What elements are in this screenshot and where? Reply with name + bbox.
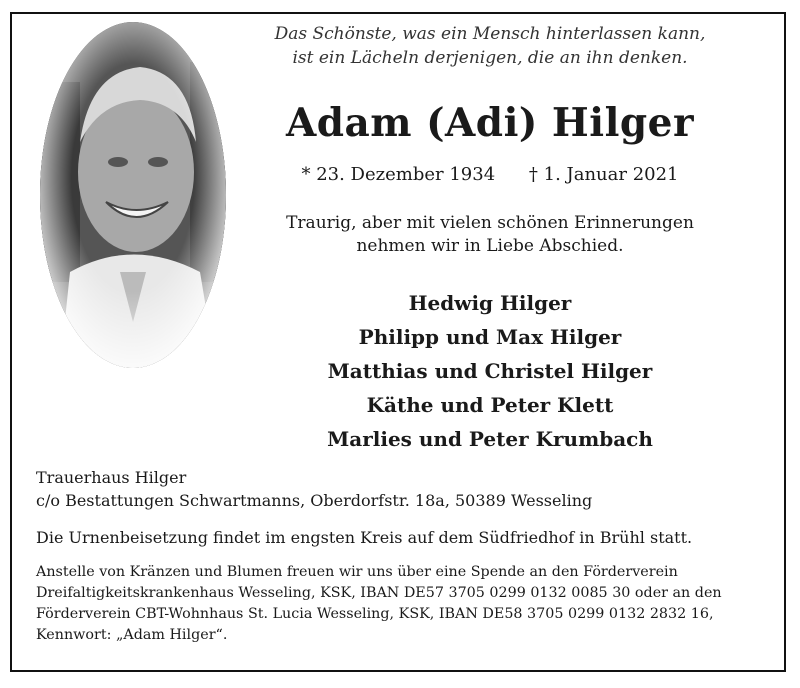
- life-dates: [260, 164, 720, 186]
- burial-notice: [36, 526, 756, 549]
- mourning-house-address: [36, 466, 756, 512]
- deceased-name: Adam (Adi) Hilger: [285, 100, 695, 146]
- portrait-illustration: [40, 22, 226, 368]
- burial-text: Die Urnenbeisetzung findet im engsten Kreis auf dem Südfriedhof in Brühl statt.: [36, 528, 693, 547]
- mourner: Philipp und Max Hilger: [358, 325, 622, 349]
- birth-date: * 23. Dezember 1934: [301, 164, 496, 185]
- portrait-photo: [40, 22, 226, 368]
- mourners-list: [260, 286, 720, 456]
- farewell-text: [260, 212, 720, 258]
- mourner: Käthe und Peter Klett: [366, 393, 614, 417]
- quote-line-1: Das Schönste, was ein Mensch hinterlassen kann,: [274, 24, 706, 44]
- mourner: Hedwig Hilger: [408, 291, 572, 315]
- farewell-line-1: Traurig, aber mit vielen schönen Erinnerungen: [286, 213, 694, 233]
- death-date: † 1. Januar 2021: [528, 164, 679, 185]
- mourner: Marlies und Peter Krumbach: [327, 427, 653, 451]
- donation-line-1: Anstelle von Kränzen und Blumen freuen wir uns über eine Spende an den Förderverein: [36, 564, 678, 580]
- memorial-quote: [260, 22, 720, 70]
- house-line-2: c/o Bestattungen Schwartmanns, Oberdorfstr. 18a, 50389 Wesseling: [36, 491, 593, 510]
- quote-line-2: ist ein Lächeln derjenigen, die an ihn denken.: [292, 48, 688, 68]
- donation-notice: [36, 562, 756, 646]
- farewell-line-2: nehmen wir in Liebe Abschied.: [356, 236, 624, 256]
- donation-line-3: Förderverein CBT-Wohnhaus St. Lucia Wesseling, KSK, IBAN DE58 3705 0299 0132 2832 16,: [36, 606, 714, 622]
- house-line-1: Trauerhaus Hilger: [36, 468, 187, 487]
- donation-line-2: Dreifaltigkeitskrankenhaus Wesseling, KSK, IBAN DE57 3705 0299 0132 0085 30 oder an den: [36, 585, 722, 601]
- mourner: Matthias und Christel Hilger: [327, 359, 653, 383]
- donation-line-4: Kennwort: „Adam Hilger“.: [36, 627, 228, 643]
